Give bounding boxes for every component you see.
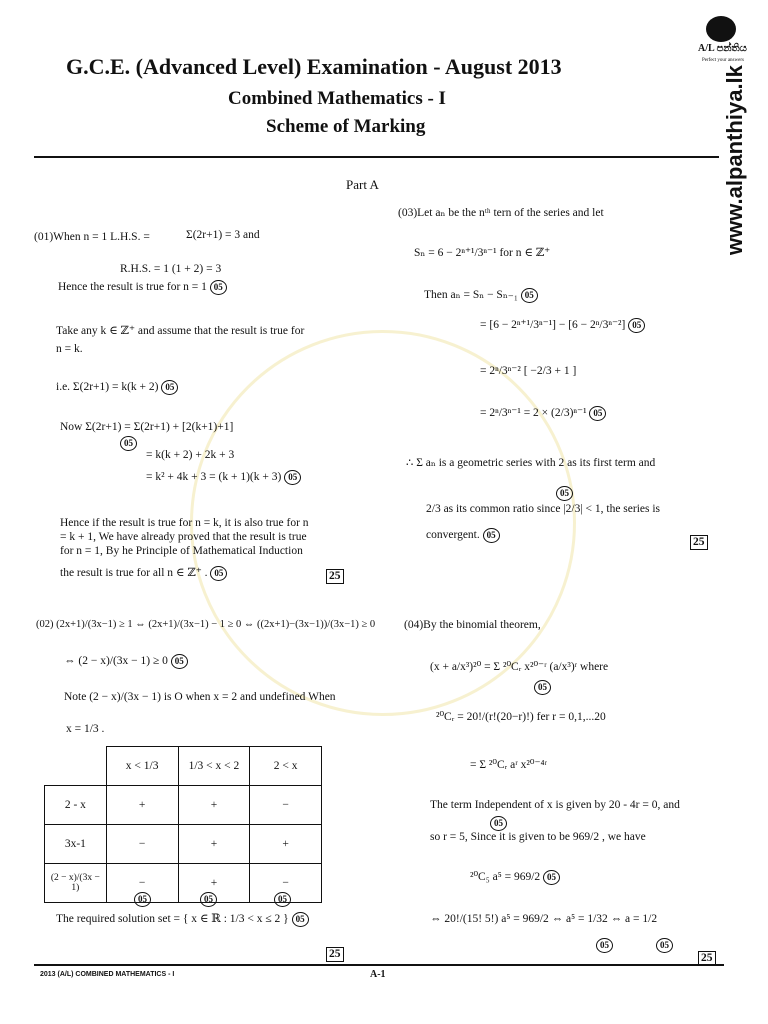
q01-line8: = k(k + 2) + 2k + 3 <box>146 449 235 461</box>
q04-line5: The term Independent of x is given by 20 - 4r = 0, and <box>430 799 680 811</box>
q01-line12: for n = 1, By he Principle of Mathematical Induction <box>60 545 303 557</box>
table-header: 2 < x <box>250 747 322 786</box>
q04-line4: = Σ ²⁰Cᵣ aʳ x²⁰⁻⁴ʳ <box>470 759 548 771</box>
q01-line9: = k² + 4k + 3 = (k + 1)(k + 3) 05 <box>146 470 301 485</box>
q02-solution: The required solution set = { x ∈ ℝ : 1/3 < x ≤ 2 } 05 <box>56 912 309 927</box>
table-cell: 3x-1 <box>45 825 107 864</box>
q01-line1a: (01)When n = 1 L.H.S. = <box>34 231 150 243</box>
mark-05: 05 <box>120 434 137 452</box>
mark-05: 05 <box>200 890 217 908</box>
q02-line4: x = 1/3 . <box>66 723 105 735</box>
q03-line3: Then aₙ = Sₙ − Sₙ₋₁ 05 <box>424 288 538 303</box>
mark-05: 05 <box>521 288 538 303</box>
mark-05: 05 <box>656 936 673 954</box>
table-cell: 2 - x <box>45 786 107 825</box>
page-number: A-1 <box>370 969 386 980</box>
q03-line9: convergent. 05 <box>426 528 500 543</box>
q03-line8: 2/3 as its common ratio since |2/3| < 1, the series is <box>426 503 661 515</box>
table-cell: + <box>106 786 178 825</box>
q01-line10: Hence if the result is true for n = k, it is also true for n <box>60 517 309 529</box>
mark-05: 05 <box>292 912 309 927</box>
q04-line6: so r = 5, Since it is given to be 969/2 , we have <box>430 831 646 843</box>
q01-line4: Take any k ∈ ℤ⁺ and assume that the result is true for <box>56 325 305 337</box>
mark-05: 05 <box>284 470 301 485</box>
q01-line6: i.e. Σ(2r+1) = k(k + 2) 05 <box>56 380 178 395</box>
side-url: www.alpanthiya.lk <box>722 65 747 255</box>
sign-table <box>44 746 322 903</box>
logo-tag: Perfect your answers <box>702 58 744 63</box>
mark-05: 05 <box>490 814 507 832</box>
table-header: x < 1/3 <box>106 747 178 786</box>
mark-05: 05 <box>556 484 573 502</box>
table-cell: + <box>178 864 250 903</box>
table-cell <box>45 747 107 786</box>
q01-line13: the result is true for all n ∈ ℤ⁺ . 05 <box>60 566 227 581</box>
table-cell: + <box>178 825 250 864</box>
q04-line2: (x + a/x³)²⁰ = Σ ²⁰Cᵣ x²⁰⁻ʳ (a/x³)ʳ where <box>430 661 609 673</box>
q02-line3: Note (2 − x)/(3x − 1) is O when x = 2 and undefined When <box>64 691 336 703</box>
q03-line1: (03)Let aₙ be the nᵗʰ tern of the series and let <box>398 207 604 219</box>
q01-line1b: Σ(2r+1) = 3 and <box>186 229 260 241</box>
table-cell: − <box>106 825 178 864</box>
q04-line7: ²⁰C₅ a⁵ = 969/2 05 <box>470 870 560 885</box>
footer-rule <box>34 964 724 966</box>
mark-05: 05 <box>589 406 606 421</box>
mark-05: 05 <box>628 318 645 333</box>
q03-line6: = 2ⁿ/3ⁿ⁻¹ = 2 × (2/3)ⁿ⁻¹ 05 <box>480 406 606 421</box>
q01-line5: n = k. <box>56 343 83 355</box>
q01-line7: Now Σ(2r+1) = Σ(2r+1) + [2(k+1)+1] <box>60 421 234 433</box>
q01-total: 25 <box>326 566 344 584</box>
mark-05: 05 <box>596 936 613 954</box>
mark-05: 05 <box>210 566 227 581</box>
q04-line3: ²⁰Cᵣ = 20!/(r!(20−r)!) fer r = 0,1,...20 <box>436 711 606 723</box>
mark-05: 05 <box>274 890 291 908</box>
logo-text: A/L පන්තිය <box>698 43 747 54</box>
q03-total: 25 <box>690 532 708 550</box>
mark-05: 05 <box>171 654 188 669</box>
mark-05: 05 <box>134 890 151 908</box>
q02-line2: ⇔ (2 − x)/(3x − 1) ≥ 0 05 <box>64 654 188 669</box>
q03-line2: Sₙ = 6 − 2ⁿ⁺¹/3ⁿ⁻¹ for n ∈ ℤ⁺ <box>414 247 551 259</box>
part-heading: Part A <box>346 177 379 192</box>
mark-05: 05 <box>210 280 227 295</box>
table-cell: − <box>250 786 322 825</box>
mark-05: 05 <box>161 380 178 395</box>
mark-05: 05 <box>543 870 560 885</box>
q03-line7: ∴ Σ aₙ is a geometric series with 2 as its first term and <box>406 457 656 469</box>
table-cell: − <box>250 864 322 903</box>
page-subtitle: Combined Mathematics - I <box>228 88 446 109</box>
q04-line8: ⇔ 20!/(15! 5!) a⁵ = 969/2 ⇔ a⁵ = 1/32 ⇔ a = 1/2 <box>430 913 658 925</box>
mark-05: 05 <box>534 678 551 696</box>
q02-total: 25 <box>326 944 344 962</box>
table-cell: + <box>250 825 322 864</box>
logo-icon <box>706 16 736 42</box>
q01-line2: R.H.S. = 1 (1 + 2) = 3 <box>120 263 222 275</box>
q01-line11: = k + 1, We have already proved that the result is true <box>60 531 307 543</box>
footer-left: 2013 (A/L) COMBINED MATHEMATICS - I <box>40 971 175 978</box>
header-rule <box>34 156 719 158</box>
q04-line1: (04)By the binomial theorem, <box>404 619 541 631</box>
q03-line4: = [6 − 2ⁿ⁺¹/3ⁿ⁻¹] − [6 − 2ⁿ/3ⁿ⁻²] 05 <box>480 318 645 333</box>
page-title: G.C.E. (Advanced Level) Examination - August 2013 <box>66 54 562 79</box>
q01-line3: Hence the result is true for n = 1 05 <box>58 280 227 295</box>
q04-total: 25 <box>698 948 716 966</box>
table-cell: (2 − x)/(3x − 1) <box>45 864 107 903</box>
table-cell: − <box>106 864 178 903</box>
q02-line1: (02) (2x+1)/(3x−1) ≥ 1 ⇔ (2x+1)/(3x−1) − 1 ≥ 0 ⇔ ((2x+1)−(3x−1))/(3x−1) ≥ 0 <box>36 619 376 630</box>
q03-line5: = 2ⁿ/3ⁿ⁻² [ −2/3 + 1 ] <box>480 365 577 377</box>
table-header: 1/3 < x < 2 <box>178 747 250 786</box>
table-cell: + <box>178 786 250 825</box>
scheme-title: Scheme of Marking <box>266 116 426 137</box>
mark-05: 05 <box>483 528 500 543</box>
